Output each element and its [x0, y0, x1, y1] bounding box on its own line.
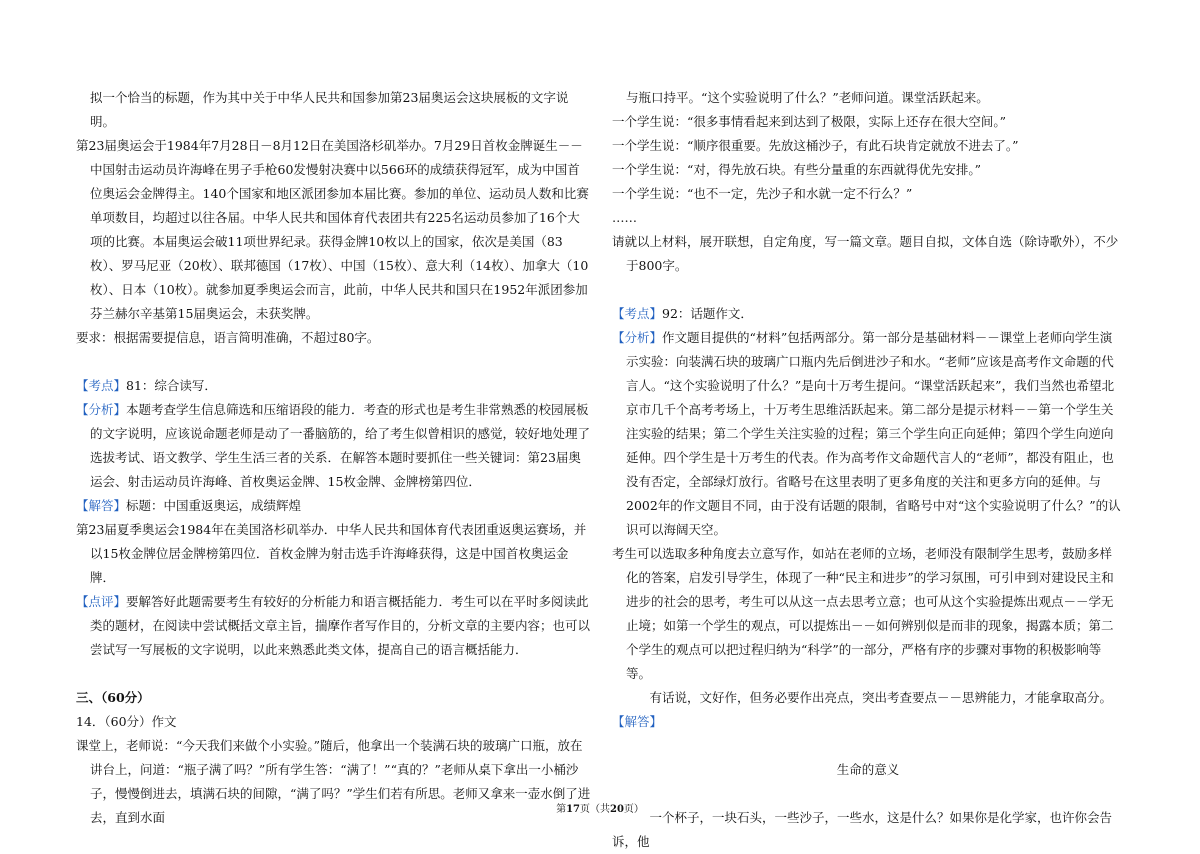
- question-14-continued: 与瓶口持平。“这个实验说明了什么？”老师问道。课堂活跃起来。: [626, 90, 989, 105]
- student-line-2: 一个学生说：“顺序很重要。先放这桶沙子，有此石块肯定就放不进去了。”: [612, 138, 1019, 153]
- footer-page-number: 17: [566, 804, 580, 815]
- jieda-text: 标题：中国重返奥运，成绩辉煌: [126, 498, 302, 513]
- spacer: [612, 278, 1124, 302]
- ellipsis-line: ……: [612, 210, 637, 225]
- material-text: 第23届奥运会于1984年7月28日－8月12日在美国洛杉矶举办。7月29日首枚金牌诞生－－中国射击运动员许海峰在男子手枪60发慢射决赛中以566环的成绩获得冠军，成为中国首位奥运会金牌得主。140个国家和地区派团参加本届比赛。参加的单位、运动员人数和比赛单项数目，均超过以往各届。中华人民共和国体育代表团共有225名运动员参加了16个大项的比赛。本届奥运会破11项世界纪录。获得金牌10枚以上的国家，依次是美国（83枚）、罗马尼亚（20枚）、联邦德国（17枚）、中国（15枚）、意大利（14枚）、加拿大（10枚）、日本（10枚）。就参加夏季奥运会而言，此前，中华人民共和国只在1952年派团参加芬兰赫尔辛基第15届奥运会，未获奖牌。: [76, 138, 589, 321]
- kaodian-text: 81：综合读写．: [126, 378, 217, 393]
- kaodian-tag: 【考点】: [76, 378, 127, 393]
- spacer: [76, 662, 592, 686]
- fenxi-text: 本题考查学生信息筛选和压缩语段的能力．考查的形式也是考生非常熟悉的校园展板的文字说明，应该说命题老师是动了一番脑筋的，给了考生似曾相识的感觉，较好地处理了选拔考试、语文教学、学生生活三者的关系．在解答本题时要抓住一些关键词：第23届奥运会、射击运动员许海峰、首枚奥运金牌、15枚金牌、金牌榜第四位．: [90, 402, 591, 489]
- jieda-tag: 【解答】: [612, 714, 663, 729]
- page-footer: [0, 800, 1200, 815]
- requirement-text: 要求：根据需要提信息，语言简明准确，不超过80字。: [76, 330, 380, 345]
- dianping-text: 要解答好此题需要考生有较好的分析能力和语言概括能力．考生可以在平时多阅读此类的题材，在阅读中尝试概括文章主旨，揣摩作者写作目的，分析文章的主要内容；也可以尝试写一写展板的文字说明，以此来熟悉此类文体，提高自己的语言概括能力．: [90, 594, 591, 657]
- student-line-4: 一个学生说：“也不一定，先沙子和水就一定不行么？”: [612, 186, 913, 201]
- dianping-tag: 【点评】: [76, 594, 127, 609]
- student-line-3: 一个学生说：“对，得先放石块。有些分量重的东西就得优先安排。”: [612, 162, 982, 177]
- kaodian-section: [76, 374, 592, 398]
- footer-prefix: 第: [556, 804, 567, 815]
- spacer: [76, 350, 592, 374]
- kaodian-tag: 【考点】: [612, 306, 663, 321]
- analysis-paragraph-2: 考生可以选取多种角度去立意写作，如站在老师的立场，老师没有限制学生思考，鼓励多样化的答案，启发引导学生，体现了一种“民主和进步”的学习氛围，可引申到对建设民主和进步的社会的思考，考生可以从这一点去思考立意；也可从这个实验提炼出观点－－学无止境；如第一个学生的观点，可以提炼出－－如何辨别似是而非的现象，揭露本质；第二个学生的观点可以把过程归纳为“科学”的一部分，严格有序的步骤对事物的积极影响等等。: [612, 546, 1114, 681]
- fenxi-text: 作文题目提供的“材料”包括两部分。第一部分是基础材料－－课堂上老师向学生演示实验：向装满石块的玻璃广口瓶内先后倒进沙子和水。“老师”应该是高考作文命题的代言人。“这个实验说明了什么？”是向十万考生提问。“课堂活跃起来”，我们当然也希望北京市几千个高考考场上，十万考生思维活跃起来。第二部分是提示材料－－第一个学生关注实验的结果；第二个学生关注实验的过程；第三个学生向正向延伸；第四个学生向逆向延伸。四个学生是十万考生的代表。作为高考作文命题代言人的“老师”，都没有阻止，也没有否定，全部绿灯放行。省略号在这里表明了更多角度的关注和更多方向的延伸。与2002年的作文题目不同，由于没有话题的限制，省略号中对“这个实验说明了什么？”的认识可以海阔天空。: [626, 330, 1121, 537]
- dianping-section: [76, 590, 592, 662]
- fenxi-section: [76, 398, 592, 494]
- jieda-section: [76, 494, 592, 518]
- footer-middle: 页（共: [580, 804, 610, 815]
- footer-suffix: 页）: [623, 804, 644, 815]
- jieda-section: [612, 710, 1124, 734]
- essay-instruction: 请就以上材料，展开联想，自定角度，写一篇文章。题目自拟，文体自选（除诗歌外），不少于800字。: [612, 234, 1119, 273]
- left-column: [76, 86, 592, 830]
- question-14-title: 14．（60分）作文: [76, 714, 177, 729]
- kaodian-section: [612, 302, 1124, 326]
- kaodian-text: 92：话题作文．: [662, 306, 753, 321]
- fenxi-tag: 【分析】: [612, 330, 663, 345]
- right-column: [612, 86, 1124, 854]
- question-intro: 拟一个恰当的标题，作为其中关于中华人民共和国参加第23届奥运会这块展板的文字说明。: [90, 90, 569, 129]
- student-line-1: 一个学生说：“很多事情看起来到达到了极限，实际上还存在很大空间。”: [612, 114, 1007, 129]
- fenxi-section: [612, 326, 1124, 542]
- section-heading: 三、（60分）: [76, 690, 150, 705]
- jieda-tag: 【解答】: [76, 498, 127, 513]
- question-14-body: 课堂上，老师说：“今天我们来做个小实验。”随后，他拿出一个装满石块的玻璃广口瓶，放在讲台上，问道：“瓶子满了吗？”所有学生答：“满了！”“真的？”老师从桌下拿出一小桶沙子，慢慢倒进去，填满石块的间隙，“满了吗？”学生们若有所思。老师又拿来一壶水倒了进去，直到水面: [76, 738, 591, 825]
- essay-first-paragraph: 一个杯子，一块石头，一些沙子，一些水，这是什么？如果你是化学家，也许你会告诉，他: [612, 810, 1113, 849]
- essay-title: 生命的意义: [836, 762, 900, 777]
- spacer: [612, 734, 1124, 758]
- analysis-paragraph-3: 有话说，文好作，但务必要作出亮点，突出考查要点－－思辨能力，才能拿取高分。: [649, 690, 1113, 705]
- footer-total-pages: 20: [610, 804, 624, 815]
- fenxi-tag: 【分析】: [76, 402, 127, 417]
- answer-body: 第23届夏季奥运会1984年在美国洛杉矶举办．中华人民共和国体育代表团重返奥运赛场，并以15枚金牌位居金牌榜第四位．首枚金牌为射击选手许海峰获得，这是中国首枚奥运金牌．: [76, 522, 587, 585]
